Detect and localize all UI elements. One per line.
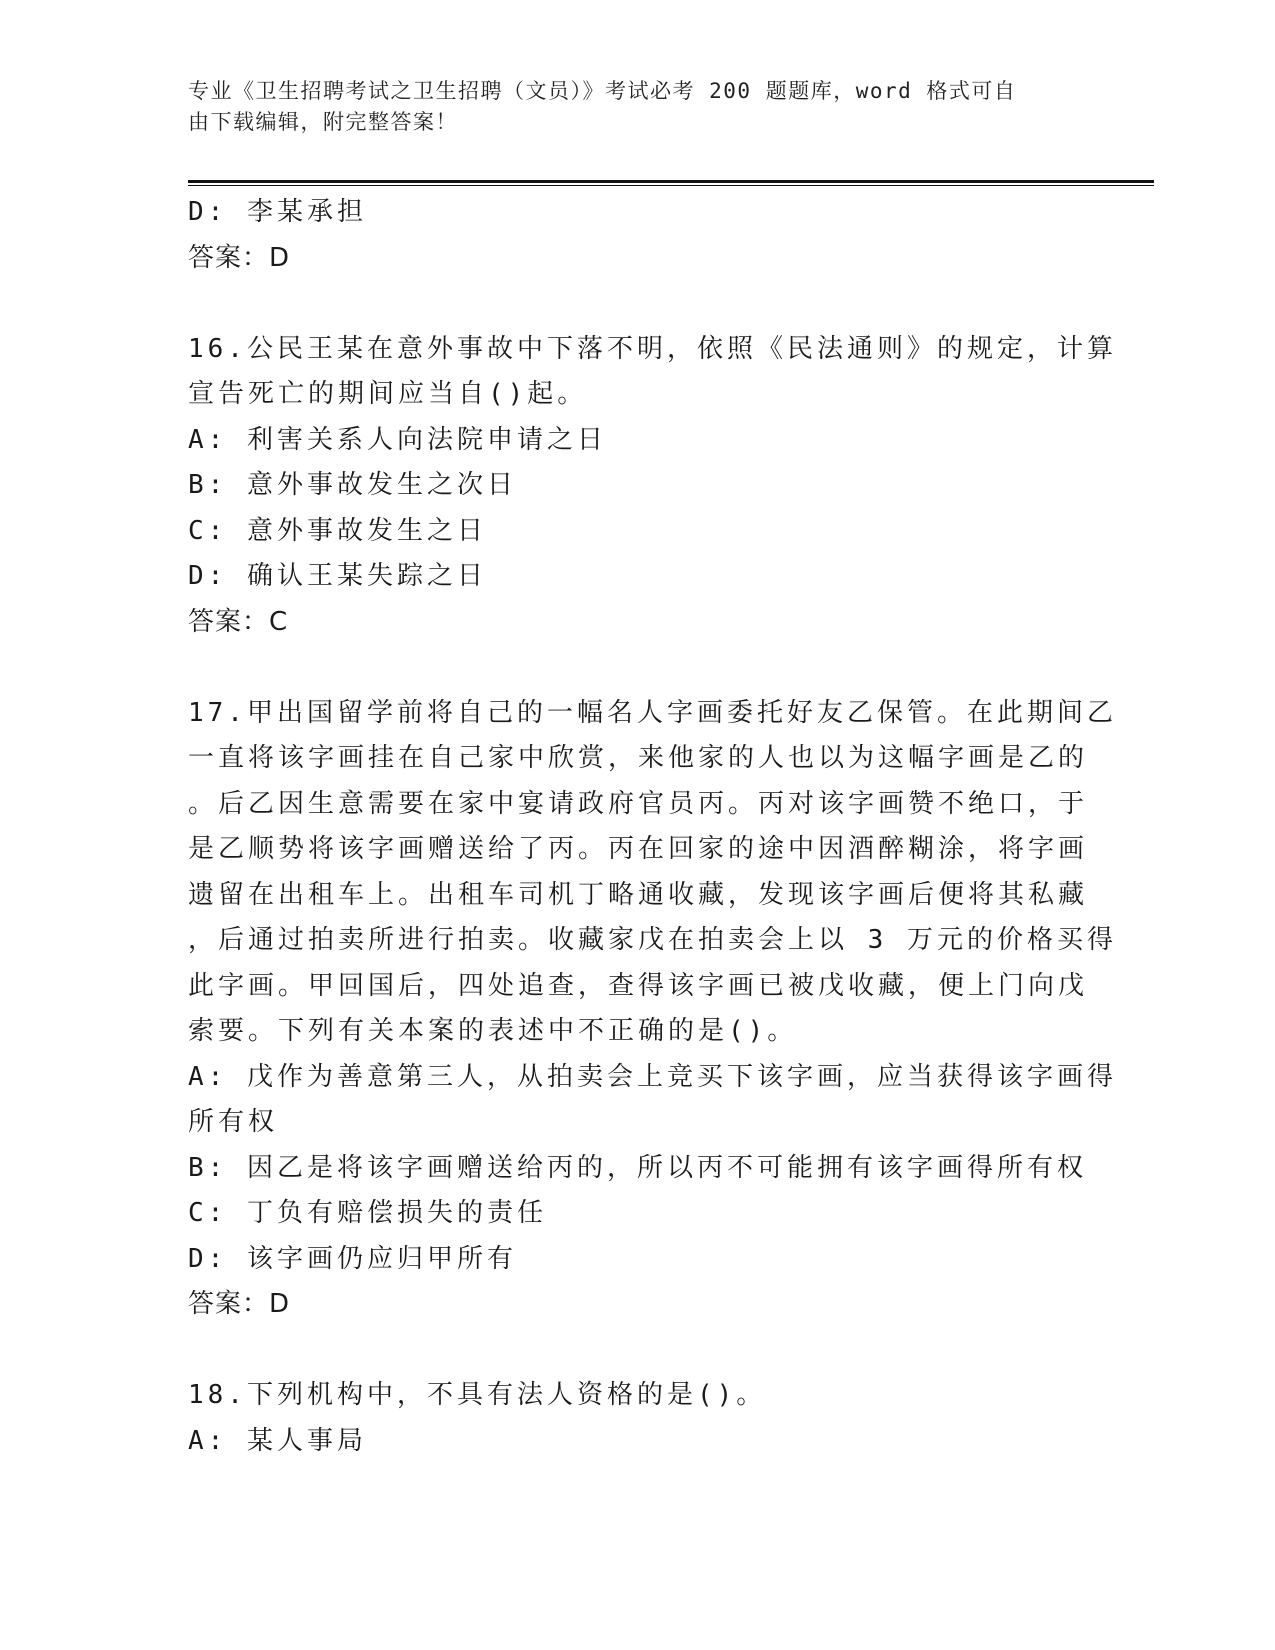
q16-stem-line-1: 16.公民王某在意外事故中下落不明，依照《民法通则》的规定，计算 xyxy=(188,333,1117,364)
document-body xyxy=(188,190,1117,1464)
header-divider-thin xyxy=(188,185,1154,186)
q15-answer: 答案：D xyxy=(188,242,291,273)
spacer xyxy=(188,645,1068,691)
q16-option-d: D: 确认王某失踪之日 xyxy=(188,561,487,591)
q17-stem-line: 是乙顺势将该字画赠送给了丙。丙在回家的途中因酒醉糊涂，将字画 xyxy=(188,834,1089,864)
q18-stem: 18.下列机构中，不具有法人资格的是()。 xyxy=(188,1380,767,1410)
header-line-1: 专业《卫生招聘考试之卫生招聘（文员）》考试必考 200 题题库，word 格式可自 xyxy=(188,79,1017,103)
spacer xyxy=(188,1328,1068,1374)
q16-stem-line-2: 宣告死亡的期间应当自()起。 xyxy=(188,379,588,409)
q17-stem-line: ，后通过拍卖所进行拍卖。收藏家戊在拍卖会上以 3 万元的价格买得 xyxy=(188,925,1117,955)
q17-stem-line: 索要。下列有关本案的表述中不正确的是()。 xyxy=(188,1016,798,1046)
header-divider xyxy=(188,180,1154,183)
page-header xyxy=(188,76,1068,138)
q17-option-a-line-1: A: 戊作为善意第三人，从拍卖会上竞买下该字画，应当获得该字画得 xyxy=(188,1061,1117,1092)
q17-stem-line: 。后乙因生意需要在家中宴请政府官员丙。丙对该字画赞不绝口，于 xyxy=(188,788,1089,819)
q17-stem-line: 一直将该字画挂在自己家中欣赏，来他家的人也以为这幅字画是乙的 xyxy=(188,743,1089,773)
question-15-tail xyxy=(188,190,1068,281)
question-18 xyxy=(188,1373,1068,1464)
header-line-2: 由下载编辑，附完整答案！ xyxy=(188,110,458,134)
q17-stem-line: 遗留在出租车上。出租车司机丁略通收藏，发现该字画后便将其私藏 xyxy=(188,879,1089,910)
q17-option-b: B: 因乙是将该字画赠送给丙的，所以丙不可能拥有该字画得所有权 xyxy=(188,1152,1087,1183)
q17-stem-line: 此字画。甲回国后，四处追查，查得该字画已被戊收藏，便上门向戊 xyxy=(188,970,1089,1001)
q17-option-d: D: 该字画仍应归甲所有 xyxy=(188,1243,517,1274)
q15-option-d: D: 李某承担 xyxy=(188,197,367,227)
q18-option-a: A: 某人事局 xyxy=(188,1425,367,1456)
q16-option-b: B: 意外事故发生之次日 xyxy=(188,470,517,500)
q16-answer: 答案：C xyxy=(188,606,289,637)
q17-option-c: C: 丁负有赔偿损失的责任 xyxy=(188,1198,547,1228)
q17-stem-line: 17.甲出国留学前将自己的一幅名人字画委托好友乙保管。在此期间乙 xyxy=(188,697,1117,728)
q17-option-a-line-2: 所有权 xyxy=(188,1107,279,1137)
spacer xyxy=(188,281,1068,327)
q17-answer: 答案：D xyxy=(188,1289,291,1319)
q16-option-c: C: 意外事故发生之日 xyxy=(188,515,487,546)
question-17 xyxy=(188,691,1117,1328)
q16-option-a: A: 利害关系人向法院申请之日 xyxy=(188,424,607,455)
question-16 xyxy=(188,327,1117,646)
